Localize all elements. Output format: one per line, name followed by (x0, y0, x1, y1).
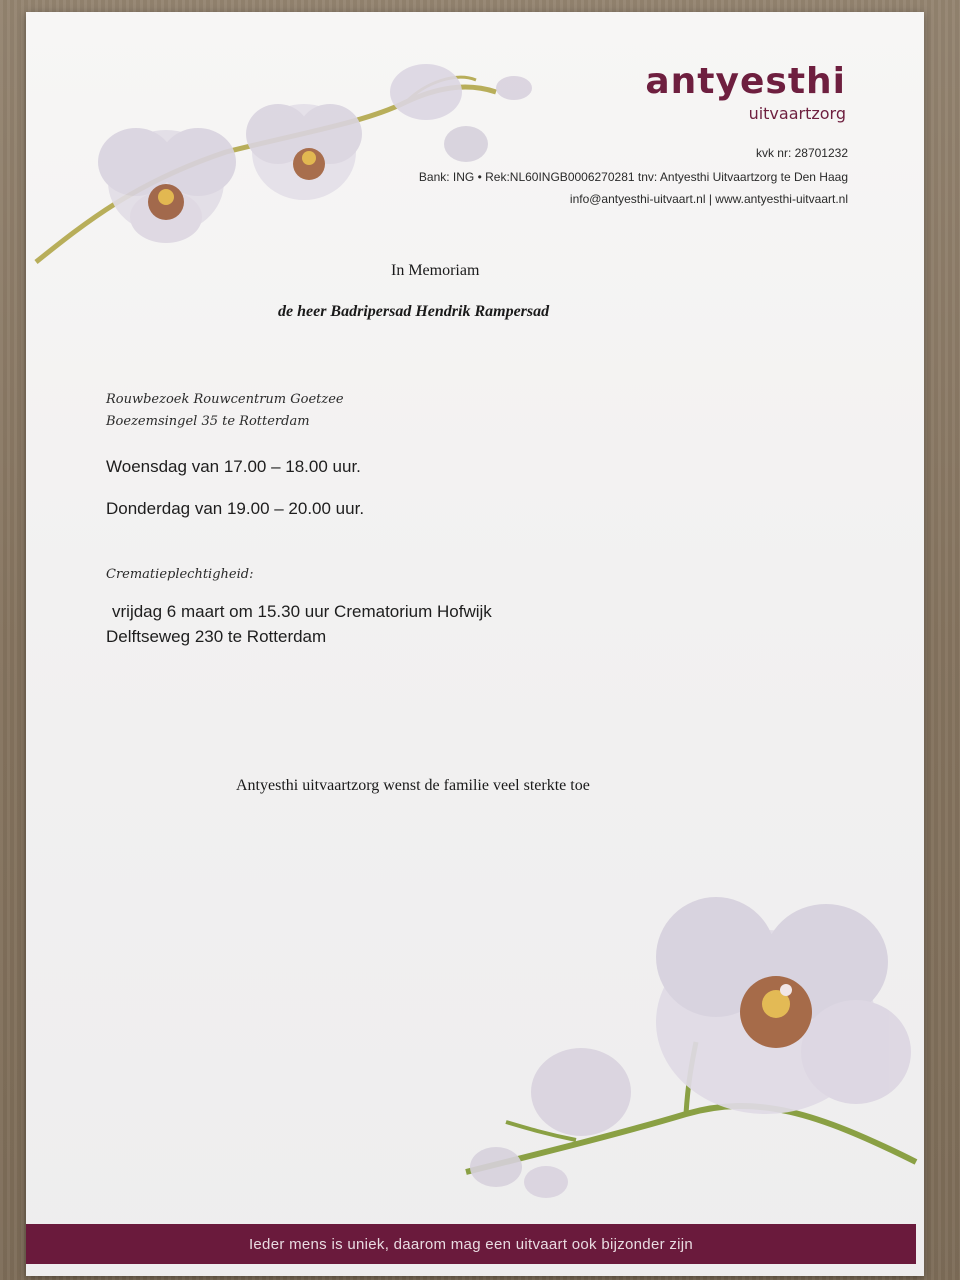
orchid-bottom-right-icon (426, 882, 924, 1224)
footer-tagline: Ieder mens is uniek, daarom mag een uitvaart ook bijzonder zijn (248, 1235, 694, 1253)
cremation-date-location: vrijdag 6 maart om 15.30 uur Crematorium Hofwijk (112, 602, 492, 621)
visitation-wednesday: Woensdag van 17.00 – 18.00 uur. (106, 457, 361, 476)
bank-details: Bank: ING • Rek:NL60INGB0006270281 tnv: Antyesthi Uitvaartzorg te Den Haag (418, 170, 848, 184)
condolence-message: Antyesthi uitvaartzorg wenst de familie veel sterkte toe (236, 777, 590, 794)
deceased-name: de heer Badripersad Hendrik Rampersad (278, 303, 550, 320)
contact-details: info@antyesthi-uitvaart.nl | www.antyesthi-uitvaart.nl (569, 192, 848, 206)
visitation-address: Boezemsingel 35 te Rotterdam (106, 414, 310, 429)
cremation-address: Delftseweg 230 te Rotterdam (106, 627, 327, 646)
footer-band (26, 1224, 916, 1264)
brand-subtitle: uitvaartzorg (748, 104, 846, 123)
memoriam-heading: In Memoriam (391, 262, 480, 279)
orchid-top-left-icon (26, 52, 546, 282)
brand-logo: antyesthi (645, 61, 846, 102)
cremation-heading: Crematieplechtigheid: (106, 567, 254, 582)
visitation-heading: Rouwbezoek Rouwcentrum Goetzee (106, 392, 344, 407)
kvk-number: kvk nr: 28701232 (755, 146, 848, 160)
visitation-thursday: Donderdag van 19.00 – 20.00 uur. (106, 499, 365, 518)
document-page (26, 12, 924, 1276)
